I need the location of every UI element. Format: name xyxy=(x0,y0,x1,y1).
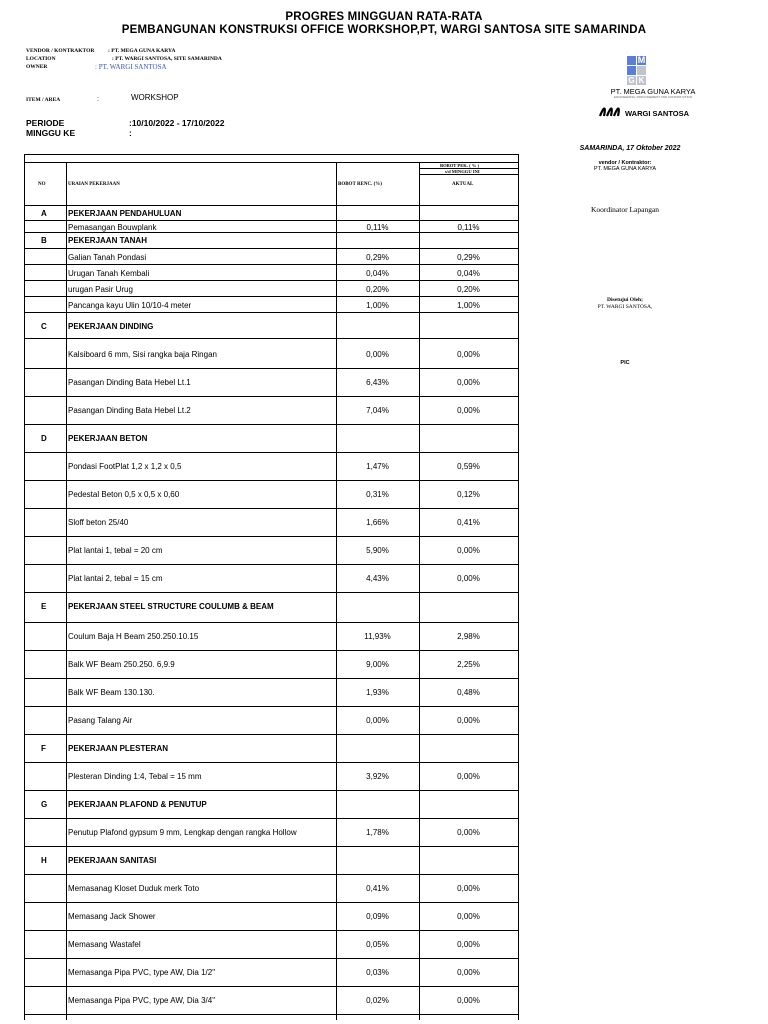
table-hline xyxy=(24,846,519,847)
minggu-label: MINGGU KE xyxy=(26,128,76,138)
bobot-aktual: 0,00% xyxy=(457,884,480,893)
table-hline xyxy=(24,312,519,313)
bobot-rencana: 0,11% xyxy=(366,223,389,232)
item-description: Plesteran Dinding 1:4, Tebal = 15 mm xyxy=(68,772,202,781)
bobot-rencana: 0,05% xyxy=(366,940,389,949)
bobot-aktual: 2,25% xyxy=(457,660,480,669)
wargi-santosa-name: WARGI SANTOSA xyxy=(625,109,690,118)
table-hline xyxy=(24,874,519,875)
table-hline xyxy=(24,986,519,987)
bobot-rencana: 0,04% xyxy=(366,269,389,278)
vendor-label: VENDOR / KONTRAKTOR xyxy=(26,48,95,54)
table-hline xyxy=(24,248,519,249)
bobot-rencana: 0,41% xyxy=(366,884,389,893)
item-description: Sloff beton 25/40 xyxy=(68,518,129,527)
bobot-aktual: 2,98% xyxy=(457,632,480,641)
table-hline xyxy=(24,154,519,155)
vendor-sign-label: vendor / Kontraktor: xyxy=(598,160,652,166)
table-hline xyxy=(24,220,519,221)
owner-value: : PT. WARGI SANTOSA xyxy=(95,63,167,71)
item-description: Memasanga Pipa PVC, type AW, Dia 1/2" xyxy=(68,968,216,977)
table-hline xyxy=(24,902,519,903)
header-bobot-renc: BOBOT RENC. (%) xyxy=(338,182,382,187)
bobot-aktual: 0,41% xyxy=(457,518,480,527)
bobot-rencana: 1,66% xyxy=(366,518,389,527)
bobot-rencana: 5,90% xyxy=(366,546,389,555)
item-description: Memasanag Kloset Duduk merk Toto xyxy=(68,884,200,893)
table-hline xyxy=(24,296,519,297)
bobot-aktual: 0,00% xyxy=(457,996,480,1005)
mgk-logo: M G K xyxy=(628,55,646,85)
table-hline xyxy=(24,958,519,959)
item-description: Pondasi FootPlat 1,2 x 1,2 x 0,5 xyxy=(68,462,182,471)
item-description: Pasangan Dinding Bata Hebel Lt.1 xyxy=(68,378,191,387)
pic-label: PIC xyxy=(620,360,630,366)
item-description: Memasanga Pipa PVC, type AW, Dia 3/4" xyxy=(68,996,216,1005)
section-title: PEKERJAAN PENDAHULUAN xyxy=(68,209,182,218)
bobot-aktual: 0,48% xyxy=(457,688,480,697)
bobot-aktual: 0,00% xyxy=(457,968,480,977)
section-title: PEKERJAAN PLESTERAN xyxy=(68,744,169,753)
table-hline xyxy=(24,650,519,651)
item-description: Pasang Talang Air xyxy=(68,716,133,725)
report-title-line1: PROGRES MINGGUAN RATA-RATA xyxy=(285,11,483,23)
item-description: Pancanga kayu Ulin 10/10-4 meter xyxy=(68,301,192,310)
bobot-rencana: 4,43% xyxy=(366,574,389,583)
table-hline xyxy=(24,706,519,707)
bobot-rencana: 1,78% xyxy=(366,828,389,837)
header-uraian: URAIAN PEKERJAAN xyxy=(68,182,120,187)
item-description: Urugan Tanah Kembali xyxy=(68,269,150,278)
section-title: PEKERJAAN BETON xyxy=(68,434,148,443)
table-hline xyxy=(24,280,519,281)
item-description: Galian Tanah Pondasi xyxy=(68,253,147,262)
table-hline xyxy=(24,818,519,819)
bobot-rencana: 6,43% xyxy=(366,378,389,387)
item-description: Kalsiboard 6 mm, Sisi rangka baja Ringan xyxy=(68,350,217,359)
item-area-label: ITEM / AREA xyxy=(26,97,61,103)
bobot-rencana: 11,93% xyxy=(364,632,391,641)
bobot-aktual: 0,00% xyxy=(457,912,480,921)
bobot-aktual: 1,00% xyxy=(457,301,480,310)
bobot-rencana: 0,02% xyxy=(366,996,389,1005)
bobot-aktual: 0,00% xyxy=(457,350,480,359)
row-no: D xyxy=(41,434,47,443)
item-description: Memasang Wastafel xyxy=(68,940,141,949)
wargi-santosa-logo-icon xyxy=(598,104,622,118)
table-hline xyxy=(24,452,519,453)
table-hline xyxy=(24,622,519,623)
table-hline xyxy=(24,790,519,791)
mgk-tagline: ENGINEERING, PROCUREMENT AND CONSTRUCTION xyxy=(613,95,693,99)
item-description: Balk WF Beam 250.250. 6,9.9 xyxy=(68,660,175,669)
bobot-rencana: 0,09% xyxy=(366,912,389,921)
section-title: PEKERJAAN DINDING xyxy=(68,322,154,331)
header-bobot-pek-2: s/d MINGGU INI xyxy=(445,169,480,174)
item-description: urugan Pasir Urug xyxy=(68,285,133,294)
bobot-aktual: 0,59% xyxy=(457,462,480,471)
item-description: Memasang Jack Shower xyxy=(68,912,156,921)
table-vline xyxy=(518,154,519,1020)
header-bobot-pek-1: BOBOT PEK. ( % ) xyxy=(440,163,480,168)
periode-label: PERIODE xyxy=(26,118,65,128)
table-hline xyxy=(24,1014,519,1015)
bobot-aktual: 0,12% xyxy=(457,490,480,499)
bobot-aktual: 0,00% xyxy=(457,574,480,583)
row-no: F xyxy=(41,744,46,753)
table-hline xyxy=(24,564,519,565)
table-hline xyxy=(419,174,519,175)
mgk-company-name: PT. MEGA GUNA KARYA xyxy=(610,87,696,96)
table-hline xyxy=(24,232,519,233)
row-no: E xyxy=(41,602,47,611)
row-no: C xyxy=(41,322,47,331)
bobot-aktual: 0,29% xyxy=(457,253,480,262)
bobot-aktual: 0,00% xyxy=(457,546,480,555)
location-label: LOCATION xyxy=(26,56,56,62)
bobot-rencana: 9,00% xyxy=(366,660,389,669)
item-area-value: WORKSHOP xyxy=(131,93,179,102)
section-title: PEKERJAAN TANAH xyxy=(68,236,147,245)
table-hline xyxy=(24,368,519,369)
table-hline xyxy=(24,480,519,481)
row-no: G xyxy=(41,800,48,809)
header-no: NO xyxy=(38,182,46,187)
table-hline xyxy=(24,734,519,735)
table-hline xyxy=(24,424,519,425)
periode-value: :10/10/2022 - 17/10/2022 xyxy=(129,118,225,128)
row-no: H xyxy=(41,856,47,865)
item-description: Balk WF Beam 130.130. xyxy=(68,688,155,697)
bobot-aktual: 0,11% xyxy=(457,223,480,232)
item-description: Plat lantai 2, tebal = 15 cm xyxy=(68,574,163,583)
bobot-aktual: 0,00% xyxy=(457,406,480,415)
item-description: Coulum Baja H Beam 250.250.10.15 xyxy=(68,632,199,641)
bobot-aktual: 0,00% xyxy=(457,940,480,949)
vendor-sign-name: PT. MEGA GUNA KARYA xyxy=(593,166,657,172)
bobot-rencana: 0,20% xyxy=(366,285,389,294)
minggu-value: : xyxy=(129,128,132,138)
table-hline xyxy=(24,536,519,537)
section-title: PEKERJAAN PLAFOND & PENUTUP xyxy=(68,800,207,809)
place-date: SAMARINDA, 17 Oktober 2022 xyxy=(579,145,681,152)
bobot-aktual: 0,00% xyxy=(457,716,480,725)
table-hline xyxy=(24,678,519,679)
item-description: Pasangan Dinding Bata Hebel Lt.2 xyxy=(68,406,191,415)
item-description: Penutup Plafond gypsum 9 mm, Lengkap dengan rangka Hollow xyxy=(68,828,297,837)
owner-label: OWNER xyxy=(26,64,48,70)
disetujui-oleh: Disetujui Oleh; xyxy=(607,297,643,303)
item-description: Pedestal Beton 0,5 x 0,5 x 0,60 xyxy=(68,490,180,499)
table-hline xyxy=(24,508,519,509)
bobot-rencana: 0,03% xyxy=(366,968,389,977)
koordinator-lapangan: Koordinator Lapangan xyxy=(590,205,660,214)
header-bobot-pek-3: AKTUAL xyxy=(452,182,474,187)
vendor-value: : PT. MEGA GUNA KARYA xyxy=(108,48,176,54)
bobot-aktual: 0,04% xyxy=(457,269,480,278)
bobot-rencana: 0,00% xyxy=(366,350,389,359)
table-hline xyxy=(24,205,519,206)
section-title: PEKERJAAN STEEL STRUCTURE COULUMB & BEAM xyxy=(68,602,274,611)
bobot-aktual: 0,00% xyxy=(457,378,480,387)
table-hline xyxy=(24,396,519,397)
report-title-line2: PEMBANGUNAN KONSTRUKSI OFFICE WORKSHOP,PT, WARGI SANTOSA SITE SAMARINDA xyxy=(121,24,647,36)
item-description: Plat lantai 1, tebal = 20 cm xyxy=(68,546,163,555)
table-vline xyxy=(66,162,67,1020)
table-hline xyxy=(24,930,519,931)
table-hline xyxy=(24,762,519,763)
section-title: PEKERJAAN SANITASI xyxy=(68,856,157,865)
bobot-rencana: 0,00% xyxy=(366,716,389,725)
bobot-rencana: 1,47% xyxy=(366,462,389,471)
table-vline xyxy=(24,154,25,1020)
row-no: A xyxy=(41,209,47,218)
bobot-aktual: 0,00% xyxy=(457,772,480,781)
owner-sign-name: PT. WARGI SANTOSA, xyxy=(597,304,653,310)
bobot-aktual: 0,20% xyxy=(457,285,480,294)
table-hline xyxy=(24,264,519,265)
row-no: B xyxy=(41,236,47,245)
item-area-colon: : xyxy=(97,96,99,103)
location-value: : PT. WARGI SANTOSA, SITE SAMARINDA xyxy=(112,56,222,62)
bobot-aktual: 0,00% xyxy=(457,828,480,837)
bobot-rencana: 7,04% xyxy=(366,406,389,415)
table-hline xyxy=(24,592,519,593)
bobot-rencana: 1,93% xyxy=(366,688,389,697)
bobot-rencana: 0,29% xyxy=(366,253,389,262)
item-description: Pemasangan Bouwplank xyxy=(68,223,157,232)
table-hline xyxy=(24,338,519,339)
bobot-rencana: 3,92% xyxy=(366,772,389,781)
bobot-rencana: 0,31% xyxy=(366,490,389,499)
bobot-rencana: 1,00% xyxy=(366,301,389,310)
